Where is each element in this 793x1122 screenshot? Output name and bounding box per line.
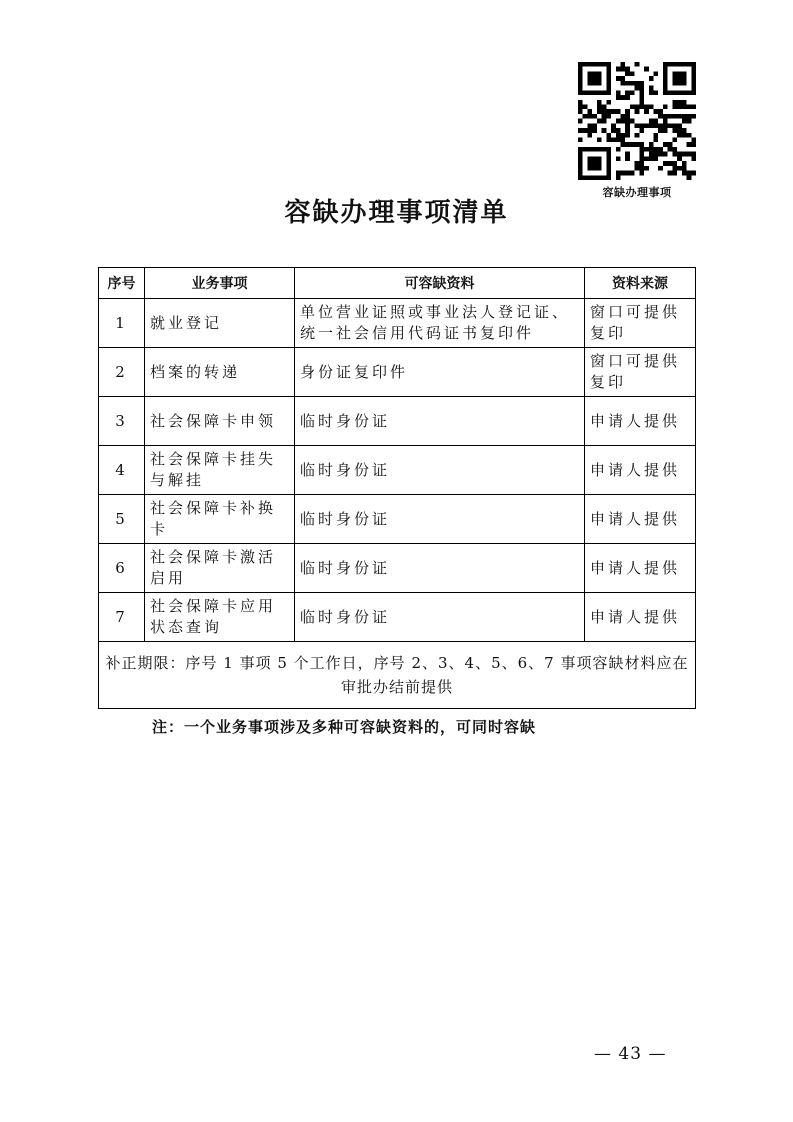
row-material: 身份证复印件 bbox=[295, 348, 585, 397]
table-row bbox=[99, 495, 696, 544]
row-no: 5 bbox=[99, 495, 145, 544]
qr-caption: 容缺办理事项 bbox=[602, 186, 672, 199]
table-row bbox=[99, 397, 696, 446]
table-header-row bbox=[99, 268, 696, 299]
row-material: 临时身份证 bbox=[295, 446, 585, 495]
row-item: 社会保障卡应用状态查询 bbox=[145, 593, 295, 642]
header-material: 可容缺资料 bbox=[295, 268, 585, 299]
qr-code-block bbox=[578, 62, 696, 200]
qr-code-image bbox=[578, 62, 696, 180]
row-item: 档案的转递 bbox=[145, 348, 295, 397]
table-row bbox=[99, 299, 696, 348]
table-row bbox=[99, 348, 696, 397]
row-material: 临时身份证 bbox=[295, 544, 585, 593]
row-item: 社会保障卡激活启用 bbox=[145, 544, 295, 593]
table-row bbox=[99, 593, 696, 642]
row-material: 临时身份证 bbox=[295, 593, 585, 642]
row-material: 临时身份证 bbox=[295, 495, 585, 544]
row-material: 单位营业证照或事业法人登记证、统一社会信用代码证书复印件 bbox=[295, 299, 585, 348]
row-no: 1 bbox=[99, 299, 145, 348]
correction-deadline: 补正期限：序号 1 事项 5 个工作日，序号 2、3、4、5、6、7 事项容缺材料应在审批办结前提供 bbox=[99, 642, 696, 709]
row-source: 申请人提供 bbox=[585, 495, 696, 544]
footnote: 注：一个业务事项涉及多种可容缺资料的，可同时容缺 bbox=[152, 718, 537, 736]
row-item: 社会保障卡申领 bbox=[145, 397, 295, 446]
header-no: 序号 bbox=[99, 268, 145, 299]
row-source: 申请人提供 bbox=[585, 397, 696, 446]
row-no: 3 bbox=[99, 397, 145, 446]
row-source: 窗口可提供复印 bbox=[585, 348, 696, 397]
table-row bbox=[99, 446, 696, 495]
page-number: — 43 — bbox=[594, 1044, 667, 1064]
header-source: 资料来源 bbox=[585, 268, 696, 299]
row-source: 窗口可提供复印 bbox=[585, 299, 696, 348]
page-title: 容缺办理事项清单 bbox=[284, 198, 509, 228]
row-no: 7 bbox=[99, 593, 145, 642]
items-table bbox=[98, 267, 696, 709]
row-source: 申请人提供 bbox=[585, 544, 696, 593]
row-no: 2 bbox=[99, 348, 145, 397]
row-item: 社会保障卡补换卡 bbox=[145, 495, 295, 544]
row-no: 6 bbox=[99, 544, 145, 593]
row-material: 临时身份证 bbox=[295, 397, 585, 446]
row-no: 4 bbox=[99, 446, 145, 495]
row-item: 社会保障卡挂失与解挂 bbox=[145, 446, 295, 495]
row-source: 申请人提供 bbox=[585, 446, 696, 495]
header-item: 业务事项 bbox=[145, 268, 295, 299]
table-row bbox=[99, 544, 696, 593]
table-footer-row bbox=[99, 642, 696, 709]
row-item: 就业登记 bbox=[145, 299, 295, 348]
row-source: 申请人提供 bbox=[585, 593, 696, 642]
